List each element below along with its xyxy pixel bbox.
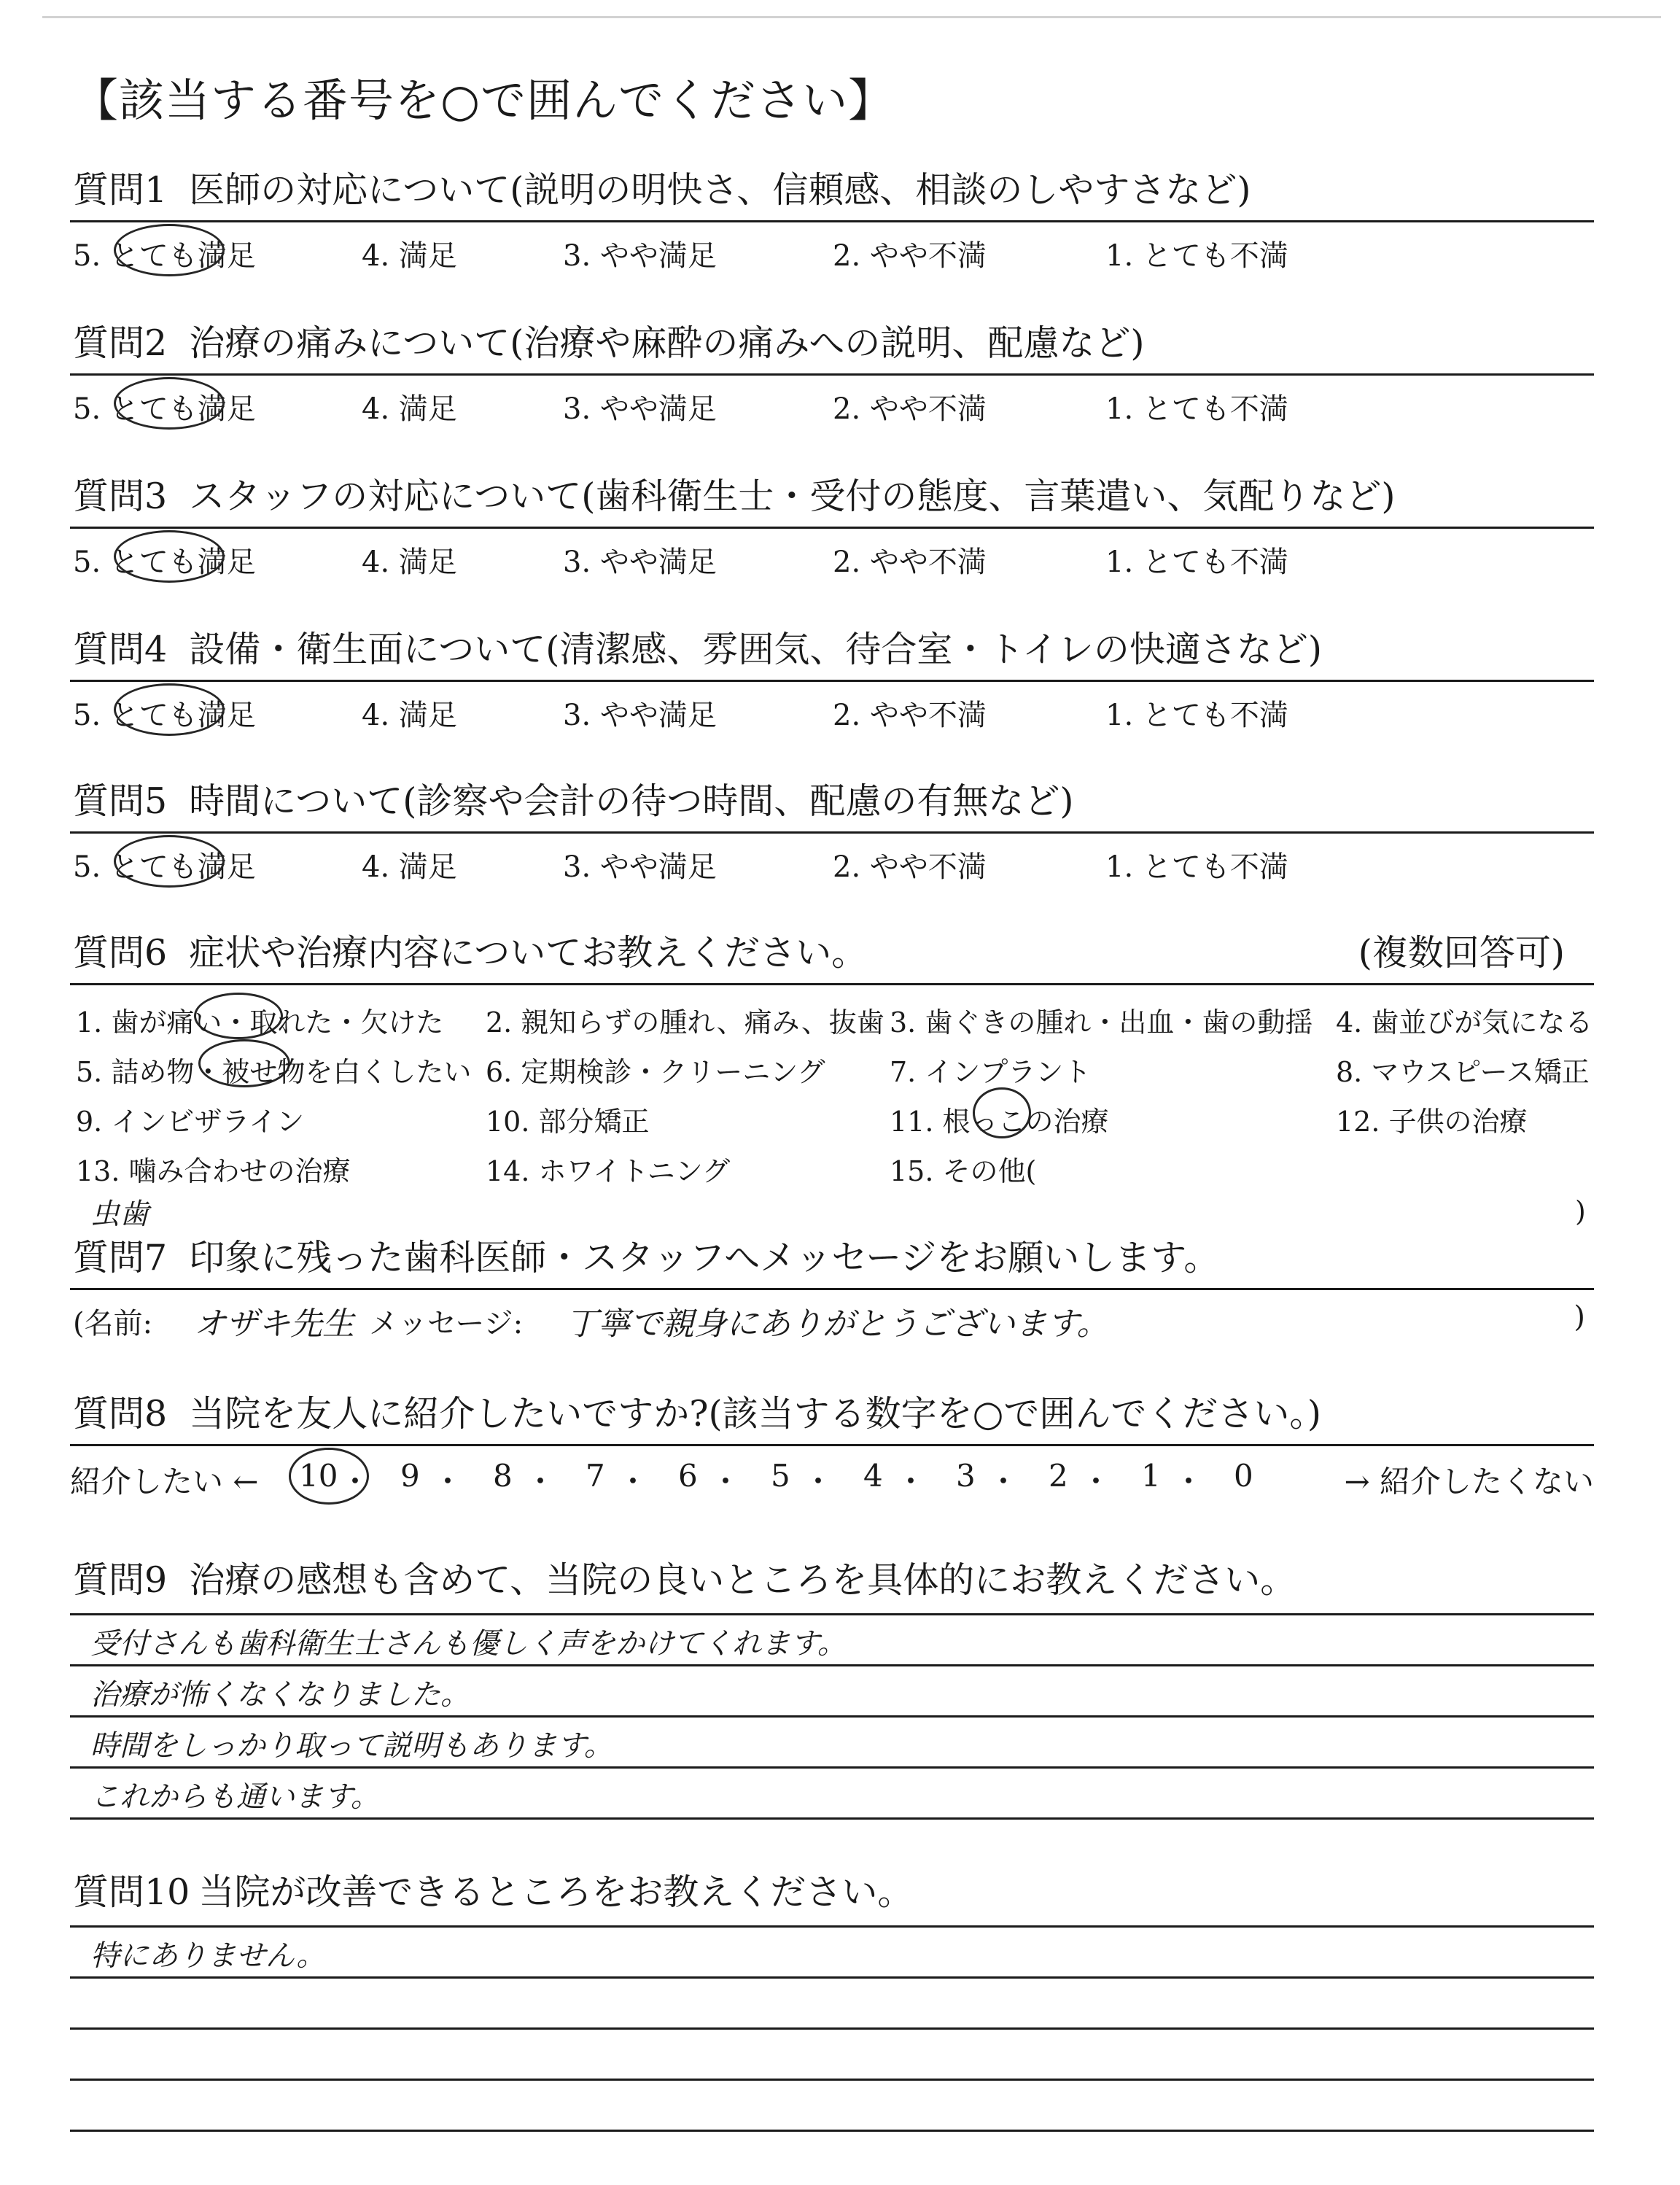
rating-option[interactable]: 5. とても満足: [73, 699, 256, 732]
message-close: ): [1574, 1300, 1585, 1334]
scale-left-label: 紹介したい ←: [70, 1464, 259, 1499]
question-10: [70, 1864, 1594, 2185]
scale-value[interactable]: 5: [771, 1458, 790, 1494]
question-label: 質問5: [73, 780, 168, 822]
rating-options: [70, 222, 1594, 272]
question-8-label: 質問8: [73, 1393, 168, 1435]
question-title: 医師の対応について(説明の明快さ、信頼感、相談のしやすさなど): [189, 169, 1251, 211]
rating-option[interactable]: 1. とても不満: [1105, 239, 1288, 273]
scale-right-label: → 紹介したくない: [1344, 1464, 1594, 1499]
q6-option[interactable]: 12. 子供の治療: [1336, 1106, 1528, 1138]
q6-option[interactable]: 3. 歯ぐきの腫れ・出血・歯の動揺: [890, 1006, 1313, 1039]
rating-option[interactable]: 2. やや不満: [833, 392, 987, 426]
top-rule: [42, 16, 1661, 18]
question-2: [70, 315, 1594, 425]
q6-option[interactable]: 15. その他(: [890, 1155, 1037, 1187]
question-7: [70, 1230, 1594, 1343]
scale-value[interactable]: 7: [586, 1458, 605, 1494]
handwritten-answer: これからも通います。: [90, 1780, 380, 1814]
scale-separator: ・: [340, 1464, 371, 1499]
rating-options: [70, 834, 1594, 883]
question-title: 治療の痛みについて(治療や麻酔の痛みへの説明、配慮など): [189, 322, 1145, 364]
rating-option[interactable]: 4. 満足: [362, 239, 457, 273]
question-9: [70, 1552, 1594, 1873]
scale-value[interactable]: 6: [678, 1458, 698, 1494]
question-10-label: 質問10: [73, 1871, 190, 1913]
q6-option[interactable]: 6. 定期検診・クリーニング: [486, 1056, 825, 1088]
rating-option[interactable]: 2. やや不満: [833, 699, 987, 732]
answer-circle: [114, 835, 225, 888]
q6-option[interactable]: 10. 部分矯正: [486, 1106, 650, 1138]
rating-option[interactable]: 3. やや満足: [563, 239, 717, 273]
question-label: 質問3: [73, 476, 168, 517]
rating-option[interactable]: 2. やや不満: [833, 850, 987, 884]
scale-value[interactable]: 3: [956, 1458, 976, 1494]
scale-value[interactable]: 1: [1141, 1458, 1161, 1494]
scale-value[interactable]: 0: [1234, 1458, 1253, 1494]
answer-rule: [70, 2079, 1594, 2081]
q6-option[interactable]: 4. 歯並びが気になる: [1336, 1006, 1593, 1039]
scale-separator: ・: [710, 1464, 742, 1499]
answer-circle: [289, 1448, 369, 1505]
answer-rule: [70, 2130, 1594, 2132]
q6-option[interactable]: 2. 親知らずの腫れ、痛み、抜歯: [486, 1006, 884, 1039]
rating-option[interactable]: 2. やや不満: [833, 239, 987, 273]
scale-separator: ・: [525, 1464, 556, 1499]
q6-option[interactable]: 8. マウスピース矯正: [1336, 1056, 1590, 1088]
answer-rule: [70, 1613, 1594, 1615]
answer-circle: [114, 377, 225, 430]
rating-option[interactable]: 4. 満足: [362, 699, 457, 732]
rating-option[interactable]: 5. とても満足: [73, 392, 256, 426]
question-5: [70, 773, 1594, 883]
q6-option[interactable]: 13. 噛み合わせの治療: [76, 1155, 351, 1187]
rating-option[interactable]: 1. とても不満: [1105, 546, 1288, 579]
rating-option[interactable]: 1. とても不満: [1105, 392, 1288, 426]
question-8-title: 当院を友人に紹介したいですか?(該当する数字を○で囲んでください。): [189, 1393, 1321, 1435]
question-9-label: 質問9: [73, 1559, 168, 1601]
rating-option[interactable]: 2. やや不満: [833, 546, 987, 579]
rating-option[interactable]: 3. やや満足: [563, 392, 717, 426]
message-label: メッセージ:: [369, 1307, 524, 1340]
answer-rule: [70, 1664, 1594, 1666]
scale-separator: ・: [618, 1464, 649, 1499]
answer-circle: [114, 224, 225, 276]
answer-rule: [70, 1766, 1594, 1769]
scale-separator: ・: [895, 1464, 927, 1499]
question-7-title: 印象に残った歯科医師・スタッフへメッセージをお願いします。: [189, 1237, 1220, 1278]
scale-value[interactable]: 10: [299, 1458, 338, 1494]
recommend-scale: [70, 1446, 1594, 1505]
question-label: 質問1: [73, 169, 168, 211]
scale-value[interactable]: 9: [400, 1458, 420, 1494]
q6-option[interactable]: 14. ホワイトニング: [486, 1155, 731, 1187]
answer-rule: [70, 1925, 1594, 1928]
scale-separator: ・: [803, 1464, 834, 1499]
question-1: [70, 162, 1594, 272]
question-9-title: 治療の感想も含めて、当院の良いところを具体的にお教えください。: [189, 1559, 1296, 1601]
question-6-label: 質問6: [73, 932, 168, 974]
rating-options: [70, 376, 1594, 425]
q9-answer-lines: [70, 1603, 1594, 1873]
q6-other-answer: 虫歯: [90, 1198, 149, 1231]
q6-option[interactable]: 1. 歯が痛い・取れた・欠けた: [76, 1006, 444, 1039]
answer-rule: [70, 1715, 1594, 1718]
question-4: [70, 621, 1594, 731]
question-title: 時間について(診察や会計の待つ時間、配慮の有無など): [189, 780, 1074, 822]
rating-options: [70, 529, 1594, 578]
rating-option[interactable]: 5. とても満足: [73, 850, 256, 884]
rating-option[interactable]: 1. とても不満: [1105, 699, 1288, 732]
scale-separator: ・: [1081, 1464, 1112, 1499]
answer-circle: [114, 683, 225, 736]
rating-option[interactable]: 5. とても満足: [73, 546, 256, 579]
question-6: [70, 925, 1594, 1231]
answer-rule: [70, 2027, 1594, 2030]
name-value: オザキ先生: [194, 1305, 354, 1343]
scale-value[interactable]: 4: [863, 1458, 883, 1494]
question-label: 質問2: [73, 322, 168, 364]
q6-option[interactable]: 7. インプラント: [890, 1056, 1092, 1088]
q6-options: [70, 985, 1594, 1231]
rating-option[interactable]: 5. とても満足: [73, 239, 256, 273]
scale-value[interactable]: 2: [1049, 1458, 1068, 1494]
scale-separator: ・: [432, 1464, 464, 1499]
message-row: [70, 1290, 1594, 1343]
handwritten-answer: 治療が怖くなくなりました。: [90, 1678, 470, 1712]
q6-option[interactable]: 11. 根っこの治療: [890, 1106, 1109, 1138]
name-label: (名前:: [73, 1307, 153, 1340]
handwritten-answer: 時間をしっかり取って説明もあります。: [90, 1729, 613, 1763]
q6-option[interactable]: 5. 詰め物・被せ物を白くしたい: [76, 1056, 472, 1088]
rating-options: [70, 682, 1594, 731]
scale-separator: ・: [988, 1464, 1019, 1499]
q6-option[interactable]: 9. インビザライン: [76, 1106, 305, 1138]
handwritten-answer: 受付さんも歯科衛生士さんも優しく声をかけてくれます。: [90, 1627, 847, 1661]
question-3: [70, 468, 1594, 578]
message-value: 丁寧で親身にありがとうございます。: [566, 1305, 1109, 1343]
question-label: 質問4: [73, 629, 168, 670]
question-7-label: 質問7: [73, 1237, 168, 1278]
question-title: 設備・衛生面について(清潔感、雰囲気、待合室・トイレの快適さなど): [189, 629, 1322, 670]
answer-rule: [70, 1976, 1594, 1979]
handwritten-answer: 特にありません。: [90, 1939, 326, 1973]
question-8: [70, 1386, 1594, 1505]
rating-option[interactable]: 3. やや満足: [563, 546, 717, 579]
question-10-title: 当院が改善できるところをお教えください。: [198, 1871, 914, 1913]
rating-option[interactable]: 4. 満足: [362, 546, 457, 579]
answer-circle: [114, 530, 225, 583]
question-title: スタッフの対応について(歯科衛生士・受付の態度、言葉遣い、気配りなど): [189, 476, 1396, 517]
q6-other-close: ): [1575, 1195, 1586, 1227]
rating-option[interactable]: 1. とても不満: [1105, 850, 1288, 884]
rating-option[interactable]: 4. 満足: [362, 850, 457, 884]
rating-option[interactable]: 4. 満足: [362, 392, 457, 426]
scale-value[interactable]: 8: [493, 1458, 513, 1494]
question-6-title: 症状や治療内容についてお教えください。: [189, 932, 868, 974]
answer-rule: [70, 1817, 1594, 1820]
form-title: 【該当する番号を○で囲んでください】: [73, 74, 895, 127]
rating-option[interactable]: 3. やや満足: [563, 850, 717, 884]
multiple-answers-note: (複数回答可): [1358, 932, 1565, 974]
q10-answer-lines: [70, 1915, 1594, 2185]
rating-option[interactable]: 3. やや満足: [563, 699, 717, 732]
scale-separator: ・: [1173, 1464, 1205, 1499]
